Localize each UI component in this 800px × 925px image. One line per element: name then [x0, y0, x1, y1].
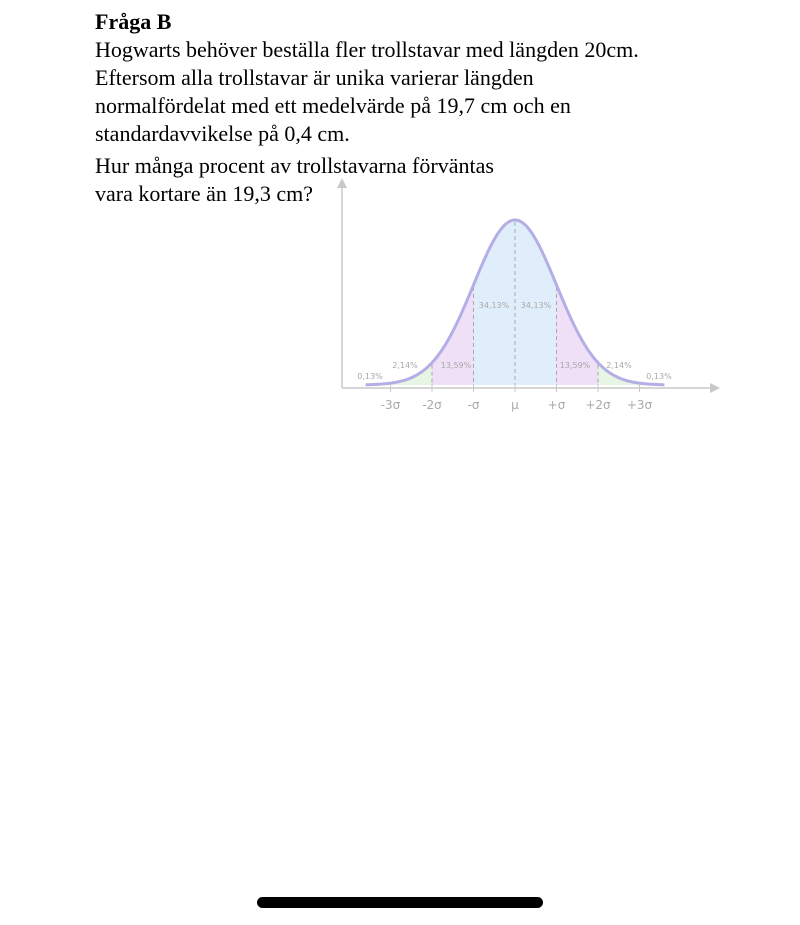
x-tick-label: +σ — [547, 398, 566, 412]
x-tick-label: μ — [511, 398, 519, 412]
x-tick-label: +2σ — [585, 398, 611, 412]
question-line: normalfördelat med ett medelvärde på 19,7 cm och en — [95, 93, 571, 118]
region-percent-label: 13,59% — [559, 361, 591, 370]
region-percent-label: 2,14% — [606, 361, 632, 370]
normal-distribution-chart — [330, 170, 730, 420]
x-axis-arrow — [710, 383, 720, 393]
ask-line: vara kortare än 19,3 cm? — [95, 181, 314, 206]
question-body — [95, 36, 755, 148]
ask-line: Hur många procent av trollstavarna förväntas — [95, 153, 494, 178]
region-percent-label: 34,13% — [478, 301, 510, 310]
question-line: Hogwarts behöver beställa fler trollstavar med längden 20cm. — [95, 37, 639, 62]
x-tick-label: -σ — [467, 398, 480, 412]
question-line: standardavvikelse på 0,4 cm. — [95, 121, 350, 146]
x-tick-label: -3σ — [380, 398, 401, 412]
region-percent-label: 13,59% — [440, 361, 472, 370]
region-percent-label: 0,13% — [646, 372, 672, 381]
x-tick-label: -2σ — [422, 398, 442, 412]
question-line: Eftersom alla trollstavar är unika varierar längden — [95, 65, 534, 90]
question-title: Fråga B — [95, 9, 172, 34]
region-percent-label: 34,13% — [520, 301, 552, 310]
x-tick-label: +3σ — [626, 398, 653, 412]
region-percent-label: 2,14% — [392, 361, 418, 370]
region-percent-label: 0,13% — [357, 372, 383, 381]
y-axis-arrow — [337, 178, 347, 188]
home-indicator[interactable] — [257, 897, 543, 908]
